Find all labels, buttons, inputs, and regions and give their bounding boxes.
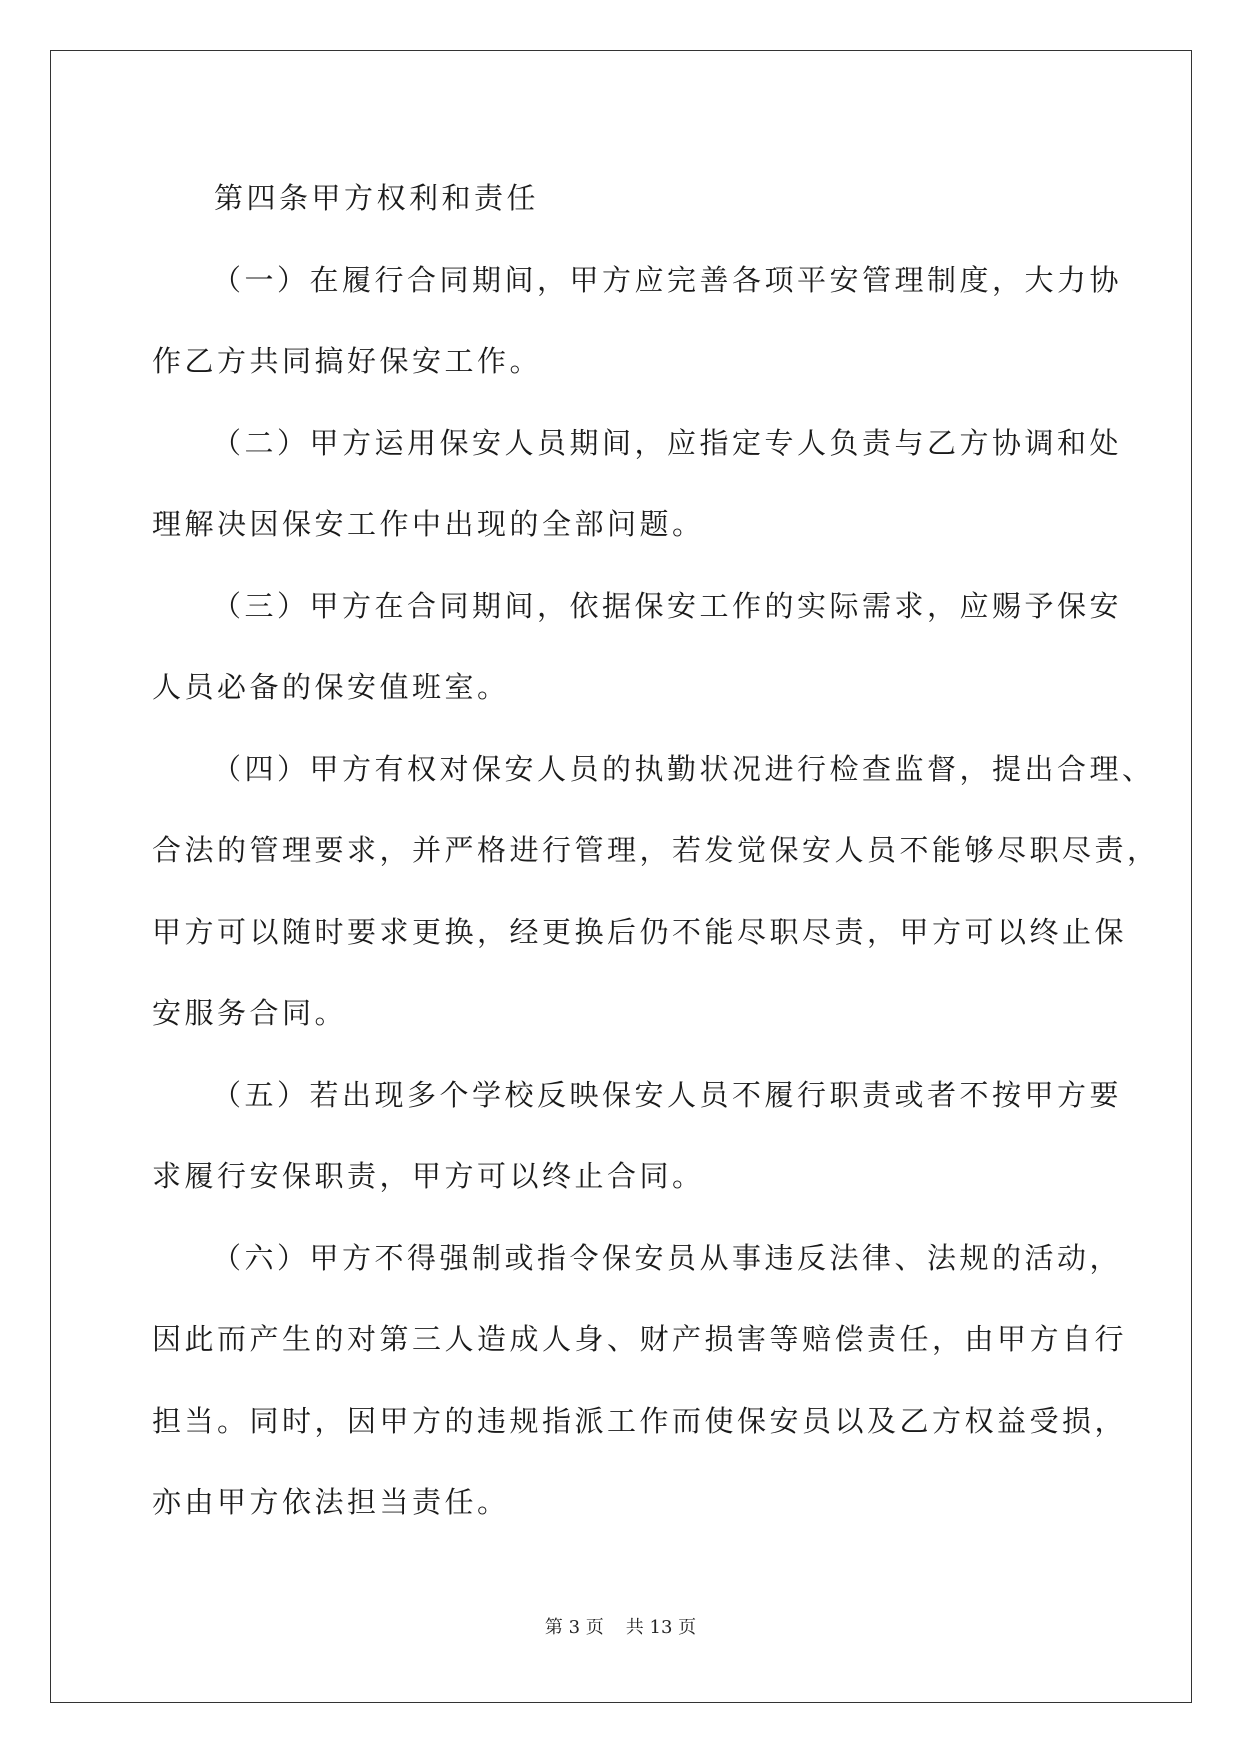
paragraph-line: 理解决因保安工作中出现的全部问题。 [152, 507, 705, 541]
paragraph-line: （三）甲方在合同期间，依据保安工作的实际需求，应赐予保安 [212, 588, 1123, 623]
paragraph-2 [152, 403, 1123, 566]
section-heading: 第四条甲方权利和责任 [214, 181, 540, 215]
paragraph-line: 因此而产生的对第三人造成人身、财产损害等赔偿责任，由甲方自行 [152, 1322, 1128, 1356]
paragraph-line: 合法的管理要求，并严格进行管理，若发觉保安人员不能够尽职尽责， [152, 833, 1160, 867]
page-total: 共 13 页 [625, 1617, 697, 1638]
paragraph-3 [152, 566, 1123, 729]
paragraph-line: 安服务合同。 [152, 996, 348, 1030]
page-number: 第 3 页 [544, 1617, 604, 1638]
paragraph-5 [152, 1055, 1123, 1218]
paragraph-6 [152, 1218, 1128, 1544]
paragraph-line: （六）甲方不得强制或指令保安员从事违反法律、法规的活动， [212, 1240, 1123, 1275]
paragraph-line: 甲方可以随时要求更换，经更换后仍不能尽职尽责，甲方可以终止保 [152, 914, 1128, 949]
paragraph-line: （四）甲方有权对保安人员的执勤状况进行检查监督，提出合理、 [212, 751, 1155, 786]
page-footer [0, 1613, 1241, 1639]
paragraph-line: （一）在履行合同期间，甲方应完善各项平安管理制度，大力协 [212, 262, 1123, 297]
paragraph-line: 作乙方共同搞好保安工作。 [152, 344, 543, 378]
paragraph-line: 求履行安保职责，甲方可以终止合同。 [152, 1159, 705, 1193]
paragraph-line: （二）甲方运用保安人员期间，应指定专人负责与乙方协调和处 [212, 425, 1123, 460]
paragraph-1 [152, 240, 1123, 403]
paragraph-line: （五）若出现多个学校反映保安人员不履行职责或者不按甲方要 [212, 1077, 1123, 1112]
paragraph-4 [152, 729, 1160, 1055]
paragraph-line: 担当。同时，因甲方的违规指派工作而使保安员以及乙方权益受损， [152, 1403, 1128, 1438]
paragraph-line: 亦由甲方依法担当责任。 [152, 1485, 510, 1519]
document-body [152, 158, 1160, 1544]
paragraph-line: 人员必备的保安值班室。 [152, 670, 510, 704]
